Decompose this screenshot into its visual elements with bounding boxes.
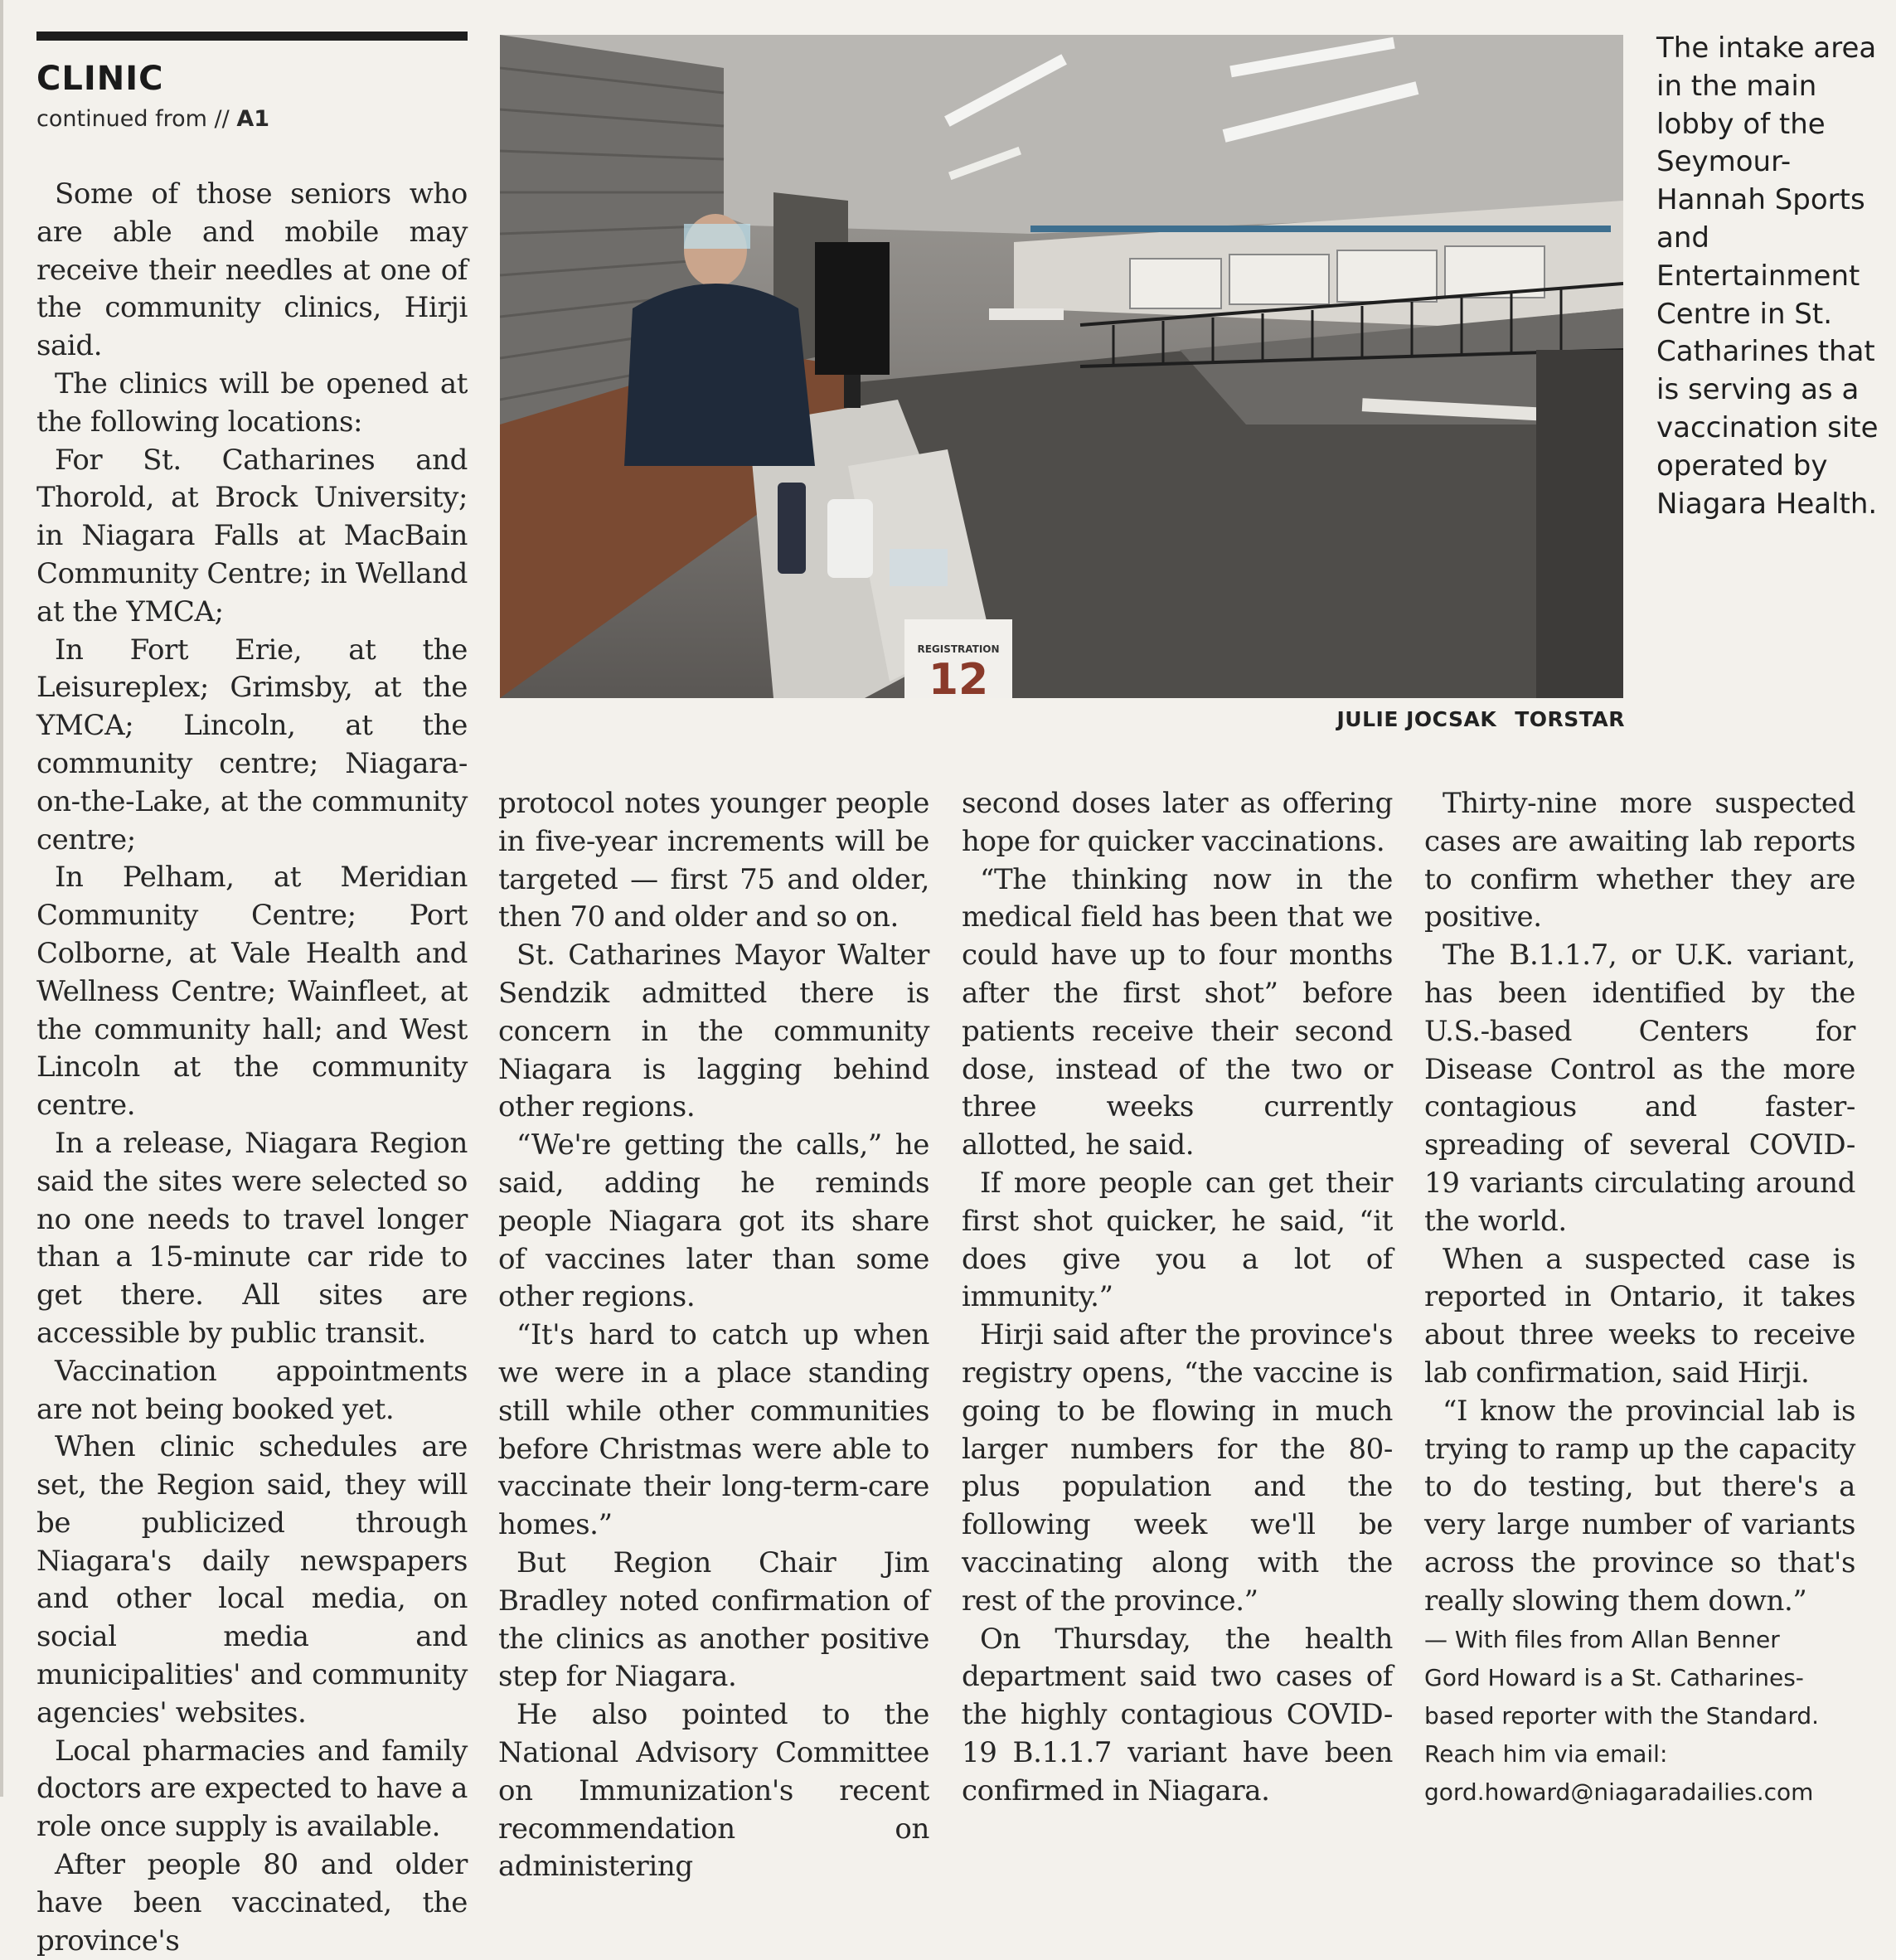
jump-line [36, 106, 269, 132]
paragraph: Hirji said after the province's registry opens, “the vaccine is going to be flowing in much larger numbers for the 80-plus population and the following week we'll be vaccinating along with the rest of the province.” [962, 1318, 1393, 1618]
paragraph: If more people can get their first shot quicker, he said, “it does give you a lot of immunity.” [962, 1166, 1393, 1314]
paragraph: second doses later as offering hope for quicker vaccinations. [962, 787, 1393, 858]
paragraph: In Pelham, at Meridian Community Centre; Port Colborne, at Vale Health and Wellness Centre; Wainfleet, at the community hall; and West Lincoln at the community centre. [36, 861, 468, 1123]
article-column-1 [36, 176, 468, 1960]
jump-line-page: A1 [236, 106, 270, 132]
clinic-photo [500, 35, 1623, 698]
contact-line: Reach him via email: [1424, 1739, 1668, 1768]
paragraph: Thirty-nine more suspected cases are awaiting lab reports to confirm whether they are positive. [1424, 787, 1855, 934]
paragraph: protocol notes younger people in five-year increments will be targeted — first 75 and older, then 70 and older and so on. [498, 787, 929, 934]
page-fold-edge [0, 0, 3, 1797]
paragraph: In Fort Erie, at the Leisureplex; Grimsby, at the YMCA; Lincoln, at the community centre; Niagara-on-the-Lake, at the community centre; [36, 633, 468, 856]
vaccination-clinic-photo-icon [500, 35, 1623, 698]
paragraph: The clinics will be opened at the following locations: [36, 366, 468, 439]
article-column-4 [1424, 785, 1855, 1812]
article-column-3 [962, 785, 1393, 1811]
paragraph: When clinic schedules are set, the Region said, they will be publicized through Niagara's daily newspapers and other local media, on social media and municipalities' and community agencies' websites. [36, 1430, 468, 1730]
author-credits [1424, 1621, 1855, 1812]
paragraph: “The thinking now in the medical field has been that we could have up to four months after the first shot” before patients receive their second dose, instead of the two or three weeks currently allotted, he said. [962, 862, 1393, 1162]
paragraph: “We're getting the calls,” he said, adding he reminds people Niagara got its share of vaccines later than some other regions. [498, 1128, 929, 1314]
paragraph: For St. Catharines and Thorold, at Brock University; in Niagara Falls at MacBain Community Centre; in Welland at the YMCA; [36, 443, 468, 628]
files-credit: — With files from Allan Benner [1424, 1625, 1780, 1653]
paragraph: The B.1.1.7, or U.K. variant, has been identified by the U.S.-based Centers for Disease Control as the more contagious and faster-spreading of several COVID-19 variants circulating around the world. [1424, 939, 1855, 1238]
photo-caption: The intake area in the main lobby of the Seymour-Hannah Sports and Entertainment Centre in St. Catharines that is serving as a vaccination site operated by Niagara Health. [1656, 32, 1879, 521]
paragraph: “It's hard to catch up when we were in a place standing still while other communities before Christmas were able to vaccinate their long-term-care homes.” [498, 1318, 929, 1542]
station-number: 12 [928, 655, 989, 698]
paragraph: “I know the provincial lab is trying to ramp up the capacity to do testing, but there's a very large number of variants across the province so that's really slowing them down.” [1424, 1394, 1855, 1618]
section-rule [36, 32, 468, 41]
paragraph: Local pharmacies and family doctors are expected to have a role once supply is available. [36, 1734, 468, 1844]
jump-line-prefix: continued from // [36, 106, 230, 132]
photo-credit-name: JULIE JOCSAK [1336, 707, 1497, 731]
paragraph: But Region Chair Jim Bradley noted confirmation of the clinics as another positive step for Niagara. [498, 1545, 929, 1694]
author-bio: Gord Howard is a St. Catharines-based reporter with the Standard. [1424, 1663, 1820, 1730]
paragraph: On Thursday, the health department said two cases of the highly contagious COVID-19 B.1.1.7 variant have been confirmed in Niagara. [962, 1622, 1393, 1807]
paragraph: He also pointed to the National Advisory Committee on Immunization's recent recommendation on administering [498, 1698, 929, 1884]
paragraph: St. Catharines Mayor Walter Sendzik admitted there is concern in the community Niagara is lagging behind other regions. [498, 939, 929, 1124]
paragraph: In a release, Niagara Region said the sites were selected so no one needs to travel longer than a 15-minute car ride to get there. All sites are accessible by public transit. [36, 1126, 468, 1350]
paragraph: After people 80 and older have been vaccinated, the province's [36, 1848, 468, 1958]
paragraph: Some of those seniors who are able and mobile may receive their needles at one of the community clinics, Hirji said. [36, 177, 468, 363]
photo-credit [1277, 707, 1625, 731]
station-label: REGISTRATION [917, 643, 1000, 655]
story-kicker: CLINIC [36, 60, 164, 98]
paragraph: Vaccination appointments are not being booked yet. [36, 1354, 468, 1426]
article-column-2 [498, 785, 929, 1886]
paragraph: When a suspected case is reported in Ontario, it takes about three weeks to receive lab confirmation, said Hirji. [1424, 1242, 1855, 1390]
photo-credit-org: TORSTAR [1515, 707, 1625, 731]
author-email-link[interactable]: gord.howard@niagaradailies.com [1424, 1778, 1814, 1806]
